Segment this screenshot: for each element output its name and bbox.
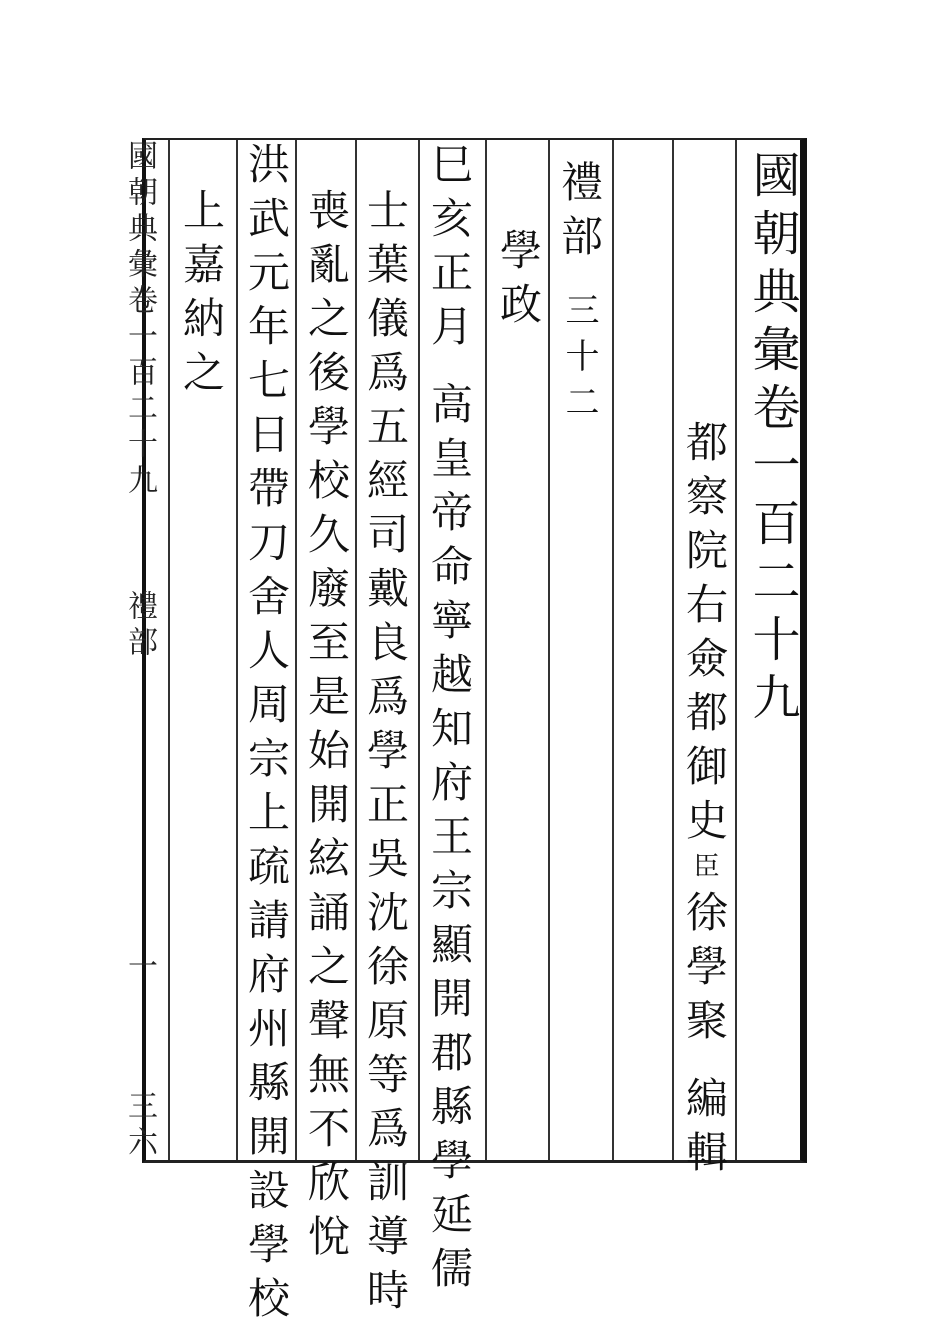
column-rule <box>485 140 487 1160</box>
column-rule <box>295 140 297 1160</box>
volume-title: 國朝典彙卷一百二十九 <box>744 150 800 730</box>
column-rule <box>735 140 737 1160</box>
column-rule <box>548 140 550 1160</box>
margin-book-title: 國朝典彙卷一百二十九 <box>122 140 157 500</box>
compiler-name: 徐學聚 <box>680 890 729 1052</box>
text-line-4: 洪武元年七日帶刀舍人周宗上疏請府州縣開設學校 <box>242 142 291 1330</box>
topic-heading: 學政 <box>494 228 543 336</box>
column-rule <box>612 140 614 1160</box>
line1-text: 高皇帝命寧越知府王宗顯開郡縣學延儒 <box>425 382 474 1300</box>
text-line-3: 喪亂之後學校久廢至是始開絃誦之聲無不欣悅 <box>302 188 351 1268</box>
text-line-5: 上嘉納之 <box>177 188 226 404</box>
compiler-role: 編輯 <box>680 1076 729 1184</box>
column-rule <box>168 140 170 1160</box>
line1-date: 巳亥正月 <box>425 142 474 358</box>
column-rule <box>418 140 420 1160</box>
margin-section: 禮部 <box>122 590 157 662</box>
section-name: 禮部 <box>555 160 604 268</box>
column-rule <box>236 140 238 1160</box>
margin-leaf: 一 <box>122 950 157 986</box>
compiler-title: 都察院右僉都御史 <box>680 420 729 852</box>
section-line <box>555 160 604 430</box>
compiler-line <box>680 420 729 1184</box>
compiler-minister: 臣 <box>689 852 719 890</box>
column-rule <box>672 140 674 1160</box>
section-number: 三十二 <box>559 292 599 430</box>
text-line-1 <box>425 142 474 1300</box>
column-rule <box>355 140 357 1160</box>
margin-page-number: 三六 <box>122 1090 157 1162</box>
text-line-2: 士葉儀爲五經司戴良爲學正吳沈徐原等爲訓導時 <box>361 188 410 1322</box>
